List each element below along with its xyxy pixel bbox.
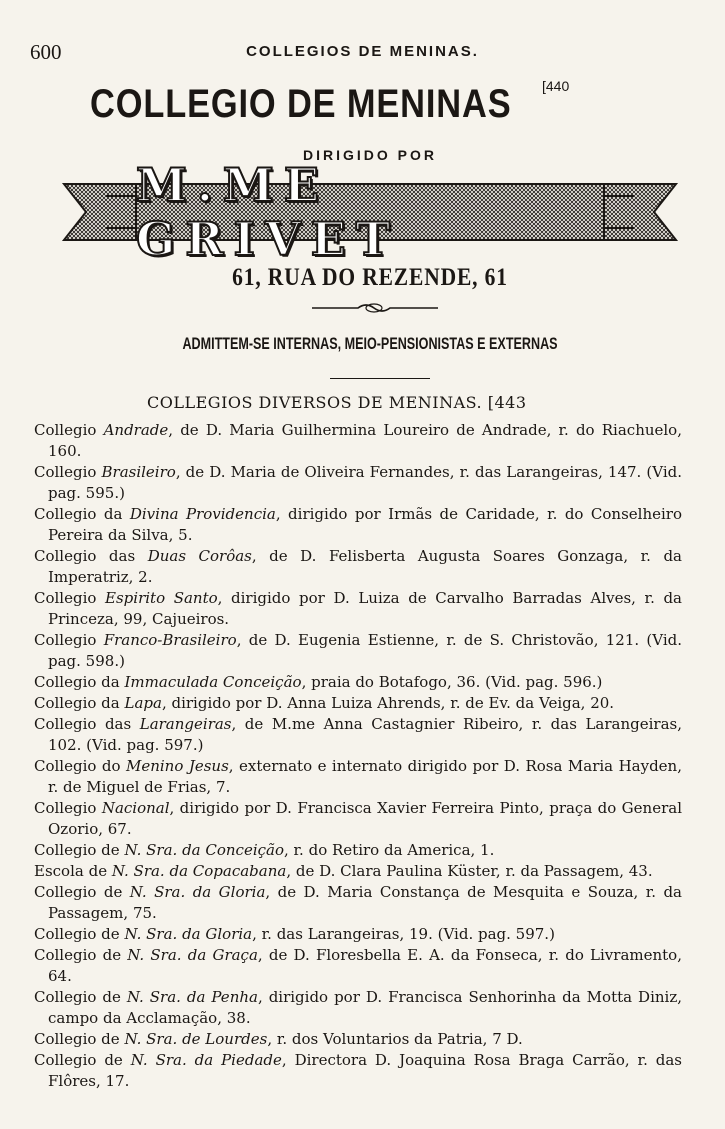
list-item [34, 504, 682, 546]
list-item [34, 840, 682, 861]
school-name: Espirito Santo [105, 589, 218, 607]
school-listing [34, 420, 682, 1092]
entry-prefix: Collegio de [34, 883, 130, 901]
list-item [34, 630, 682, 672]
entry-details: , de D. Eugenia Estienne, r. de S. Christovão, 121. (Vid. pag. 598.) [48, 631, 682, 670]
entry-prefix: Collegio de [34, 841, 125, 859]
entry-prefix: Collegio [34, 799, 102, 817]
entry-details: , r. do Retiro da America, 1. [284, 841, 495, 859]
ornament-flourish [310, 300, 440, 316]
school-name: Immaculada Conceição [124, 673, 302, 691]
list-item [34, 714, 682, 756]
entry-details: , de D. Felisberta Augusta Soares Gonzaga, r. da Imperatriz, 2. [48, 547, 682, 586]
list-item [34, 924, 682, 945]
entry-details: , r. das Larangeiras, 19. (Vid. pag. 597.) [252, 925, 555, 943]
entry-prefix: Collegio [34, 463, 102, 481]
list-item [34, 945, 682, 987]
school-name: N. Sra. de Lourdes [124, 1030, 268, 1048]
list-item [34, 756, 682, 798]
school-name: Franco-Brasileiro [103, 631, 237, 649]
entry-details: , praia do Botafogo, 36. (Vid. pag. 596.) [301, 673, 603, 691]
advertisement-block [30, 72, 710, 382]
school-name: N. Sra. da Copacabana [111, 862, 287, 880]
school-name: Larangeiras [139, 715, 232, 733]
director-name: M.ME GRIVET [136, 158, 401, 266]
list-item [34, 861, 682, 882]
entry-details: , dirigido por D. Francisca Xavier Ferreira Pinto, praça do General Ozorio, 67. [48, 799, 682, 838]
running-title: COLLEGIOS DE MENINAS. [246, 43, 479, 60]
entry-details: , dirigido por D. Luiza de Carvalho Barradas Alves, r. da Princeza, 99, Cajueiros. [48, 589, 682, 628]
ad-subtitle: DIRIGIDO POR [302, 147, 437, 163]
entry-prefix: Collegio [34, 421, 104, 439]
list-item [34, 1029, 682, 1050]
entry-prefix: Collegio de [34, 946, 128, 964]
director-name-banner [56, 158, 684, 266]
entry-details: , de D. Clara Paulina Küster, r. da Passagem, 43. [286, 862, 653, 880]
school-name: N. Sra. da Gloria [129, 883, 266, 901]
list-item [34, 420, 682, 462]
school-name: Menino Jesus [125, 757, 229, 775]
ad-code: [440 [542, 78, 570, 94]
entry-details: , de M.me Anna Castagnier Ribeiro, r. das Larangeiras, 102. (Vid. pag. 597.) [48, 715, 682, 754]
entry-details: , de D. Maria Guilhermina Loureiro de Andrade, r. do Riachuelo, 160. [48, 421, 682, 460]
ad-admission-line: ADMITTEM-SE INTERNAS, MEIO-PENSIONISTAS E EXTERNAS [182, 334, 558, 353]
section-title [147, 393, 527, 412]
entry-details: , Directora D. Joaquina Rosa Braga Carrão, r. das Flôres, 17. [48, 1051, 682, 1090]
entry-details: , externato e internato dirigido por D. Rosa Maria Hayden, r. de Miguel de Frias, 7. [48, 757, 682, 796]
school-name: Duas Corôas [147, 547, 252, 565]
entry-details: , de D. Maria de Oliveira Fernandes, r. das Larangeiras, 147. (Vid. pag. 595.) [48, 463, 682, 502]
entry-details: , dirigido por D. Anna Luiza Ahrends, r. de Ev. da Veiga, 20. [161, 694, 615, 712]
entry-prefix: Collegio da [34, 505, 130, 523]
entry-prefix: Collegio de [34, 925, 125, 943]
school-name: N. Sra. da Graça [127, 946, 258, 964]
list-item [34, 882, 682, 924]
entry-prefix: Collegio de [34, 988, 127, 1006]
entry-prefix: Collegio da [34, 673, 125, 691]
school-name: Nacional [101, 799, 170, 817]
entry-prefix: Collegio das [34, 715, 140, 733]
school-name: Brasileiro [101, 463, 176, 481]
list-item [34, 798, 682, 840]
entry-prefix: Escola de [34, 862, 112, 880]
entry-prefix: Collegio [34, 589, 106, 607]
entry-details: , dirigido por D. Francisca Senhorinha da Motta Diniz, campo da Acclamação, 38. [48, 988, 682, 1027]
school-name: Divina Providencia [129, 505, 276, 523]
entry-prefix: Collegio do [34, 757, 126, 775]
entry-prefix: Collegio das [34, 547, 148, 565]
entry-prefix: Collegio de [34, 1051, 131, 1069]
list-item [34, 987, 682, 1029]
school-name: N. Sra. da Penha [126, 988, 258, 1006]
ad-address: 61, RUA DO REZENDE, 61 [232, 264, 508, 291]
ad-title: COLLEGIO DE MENINAS [90, 82, 512, 126]
entry-prefix: Collegio de [34, 1030, 125, 1048]
ad-divider-rule [330, 378, 430, 379]
list-item [34, 546, 682, 588]
entry-details: , dirigido por Irmãs de Caridade, r. do Conselheiro Pereira da Silva, 5. [48, 505, 682, 544]
entry-prefix: Collegio [34, 631, 104, 649]
page-number: 600 [30, 40, 62, 64]
running-head [0, 40, 725, 66]
entry-details: , r. dos Voluntarios da Patria, 7 D. [267, 1030, 523, 1048]
list-item [34, 1050, 682, 1092]
section-title-text: COLLEGIOS DIVERSOS DE MENINAS. [147, 393, 483, 412]
school-name: N. Sra. da Piedade [130, 1051, 282, 1069]
entry-details: , de D. Maria Constança de Mesquita e Souza, r. da Passagem, 75. [48, 883, 682, 922]
entry-prefix: Collegio da [34, 694, 125, 712]
school-name: Lapa [124, 694, 162, 712]
school-name: Andrade [103, 421, 169, 439]
school-name: N. Sra. da Conceição [124, 841, 284, 859]
entry-details: , de D. Floresbella E. A. da Fonseca, r. do Livramento, 64. [48, 946, 682, 985]
list-item [34, 672, 682, 693]
section-code: [443 [487, 393, 527, 412]
school-name: N. Sra. da Gloria [124, 925, 253, 943]
list-item [34, 588, 682, 630]
list-item [34, 693, 682, 714]
list-item [34, 462, 682, 504]
